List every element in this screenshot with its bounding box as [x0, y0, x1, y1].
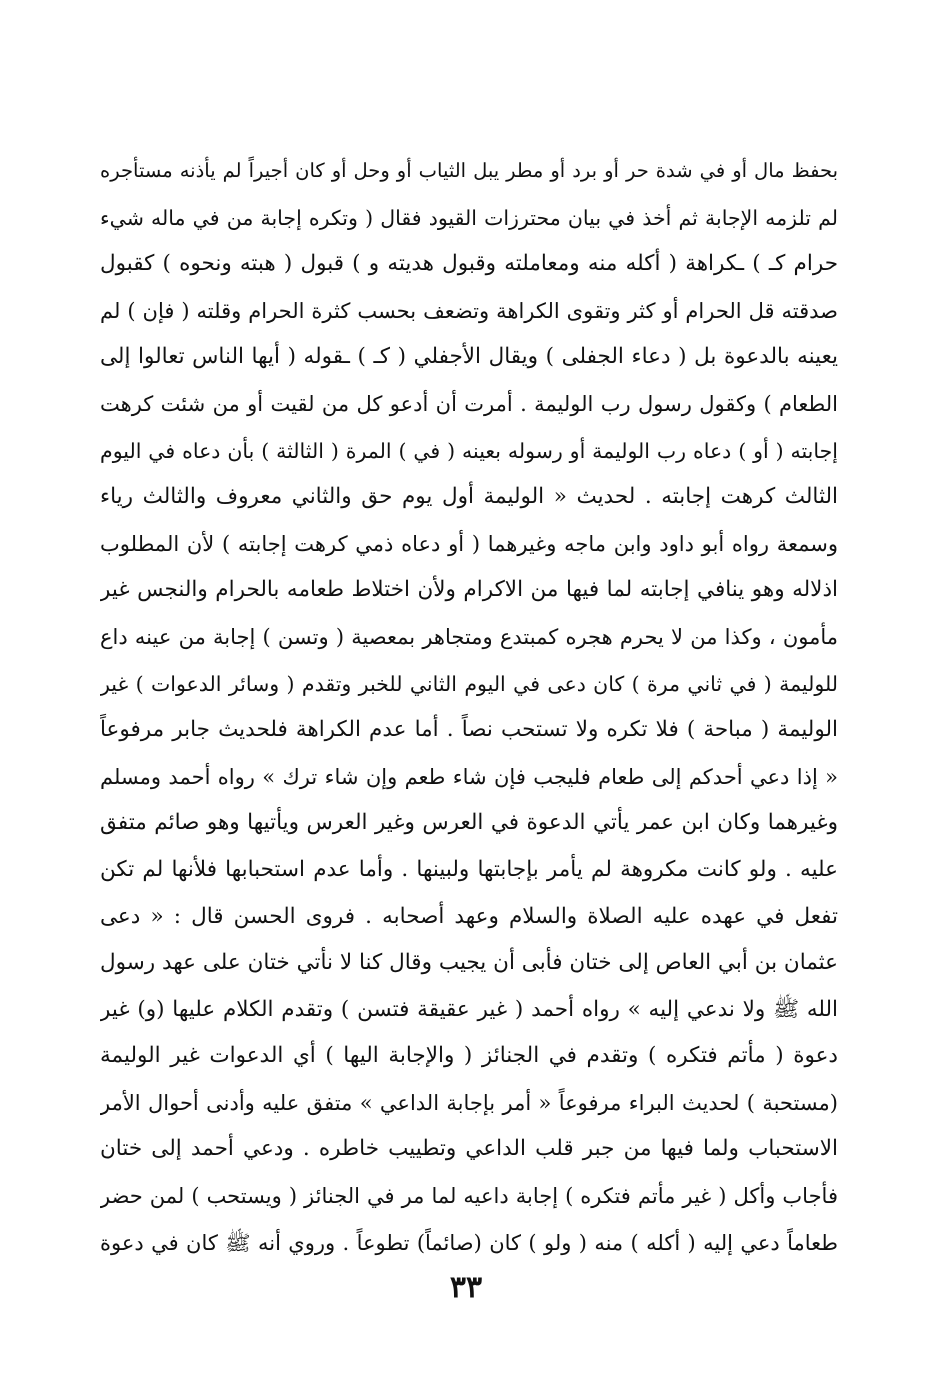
text-line-10: اذلاله وهو ينافي إجابته لما فيها من الاكرام ولأن اختلاط طعامه بالحرام والنجس غير: [100, 577, 838, 603]
text-line-20: دعوة ( مأتم فتكره ) وتقدم في الجنائز ( والإجابة اليها ) أي الدعوات غير الوليمة: [100, 1043, 838, 1069]
text-line-11: مأمون ، وكذا من لا يحرم هجره كمبتدع ومتجاهر بمعصية ( وتسن ) إجابة من عينه داع: [100, 624, 838, 649]
text-line-8: الثالث كرهت إجابته . لحديث « الوليمة أول يوم حق والثاني معروف والثالث رياء: [100, 484, 838, 510]
text-line-6: الطعام ) وكقول رسول رب الوليمة . أمرت أن أدعو كل من لقيت أو من شئت كرهت: [100, 391, 838, 416]
text-line-24: طعاماً دعي إليه ( أكله ) منه ( ولو ) كان (صائماً) تطوعاً . وروي أنه ﷺ كان في دعوة: [100, 1230, 838, 1255]
text-line-4: صدقته قل الحرام أو كثر وتقوى الكراهة وتضعف بحسب كثرة الحرام وقلته ( فإن ) لم: [100, 298, 838, 323]
text-line-2: لم تلزمه الإجابة ثم أخذ في بيان محترزات القيود فقال ( وتكره إجابة من في ماله شيء: [100, 205, 838, 230]
text-line-17: تفعل في عهده عليه الصلاة والسلام وعهد أصحابه . فروى الحسن قال : « دعى: [100, 903, 838, 929]
text-line-1: بحفظ مال أو في شدة حر أو برد أو مطر يبل الثياب أو وحل أو كان أجيراً لم يأذنه مستأجره: [100, 159, 838, 182]
text-line-18: عثمان بن أبي العاص إلى ختان فأبى أن يجيب وقال كنا لا نأتي ختان على عهد رسول: [100, 950, 838, 976]
text-line-23: فأجاب وأكل ( غير مأتم فتكره ) إجابة داعيه لما مر في الجنائز ( ويستحب ) لمن حضر: [100, 1184, 838, 1209]
text-line-16: عليه . ولو كانت مكروهة لم يأمر بإجابتها ولبينها . وأما عدم استحبابها فلأنها لم تكن: [100, 856, 838, 882]
body-text: [100, 148, 838, 1266]
page-number: ٣٣: [449, 1270, 483, 1305]
text-line-19: الله ﷺ ولا ندعي إليه » رواه أحمد ( غير عقيقة فتسن ) وتقدم الكلام عليها (و) غير: [100, 996, 838, 1022]
text-line-3: حرام كـ ) ـكراهة ( أكله منه ومعاملته وقبول هديته و ) قبول ( هبته ونحوه ) كقبول: [100, 251, 838, 277]
text-line-15: وغيرهما وكان ابن عمر يأتي الدعوة في العرس وغير العرس ويأتيها وهو صائم متفق: [100, 810, 838, 836]
text-line-14: « إذا دعي أحدكم إلى طعام فليجب فإن شاء طعم وإن شاء ترك » رواه أحمد ومسلم: [100, 764, 838, 789]
text-line-22: الاستحباب ولما فيها من جبر قلب الداعي وتطييب خاطره . ودعي أحمد إلى ختان: [100, 1136, 838, 1162]
text-line-12: للوليمة ( في ثاني مرة ) كان دعى في اليوم الثاني للخبر وتقدم ( وسائر الدعوات ) غير: [100, 671, 838, 696]
text-line-13: الوليمة ( مباحة ) فلا تكره ولا تستحب نصاً . أما عدم الكراهة فلحديث جابر مرفوعاً: [100, 717, 838, 743]
text-line-21: (مستحبة ) لحديث البراء مرفوعاً « أمر بإجابة الداعي » متفق عليه وأدنى أحوال الأمر: [100, 1090, 838, 1115]
text-line-5: يعينه بالدعوة بل ( دعاء الجفلى ) ويقال الأجفلي ( كـ ) ـقوله ( أيها الناس تعالوا إلى: [100, 344, 838, 370]
text-line-7: إجابته ( أو ) دعاه رب الوليمة أو رسوله بعينه ( في ) المرة ( الثالثة ) بأن دعاه في اليوم: [100, 438, 838, 463]
text-line-9: وسمعة رواه أبو داود وابن ماجه وغيرهما ( أو دعاه ذمي كرهت إجابته ) لأن المطلوب: [100, 531, 838, 556]
